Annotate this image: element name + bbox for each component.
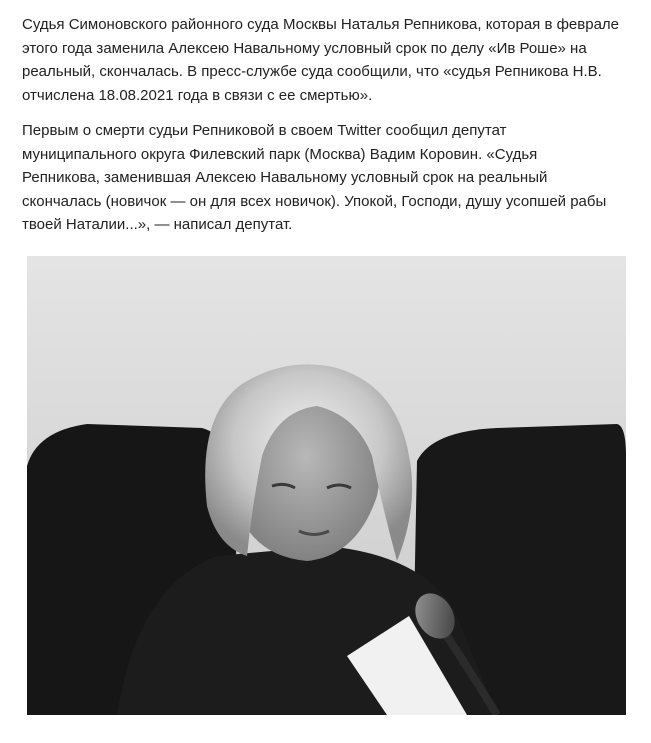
- paragraph-line: реальный, скончалась. В пресс-службе суда сообщили, что «судья Репникова Н.В.: [22, 63, 602, 80]
- photo-illustration: [27, 256, 626, 715]
- article-paragraph-1: [22, 13, 637, 107]
- paragraph-line: Репникова, заменившая Алексею Навальному условный срок на реальный: [22, 169, 548, 186]
- paragraph-line: отчислена 18.08.2021 года в связи с ее смертью».: [22, 86, 373, 104]
- paragraph-line: твоей Наталии...», — написал депутат.: [22, 216, 293, 233]
- paragraph-line: этого года заменила Алексею Навальному условный срок по делу «Ив Роше» на: [22, 39, 587, 57]
- article-paragraph-2: [22, 119, 637, 237]
- courtroom-photo: [27, 256, 626, 715]
- paragraph-line: Первым о смерти судьи Репниковой в своем Twitter сообщил депутат: [22, 122, 507, 139]
- paragraph-line: муниципального округа Филевский парк (Москва) Вадим Коровин. «Судья: [22, 145, 538, 163]
- paragraph-line: Судья Симоновского районного суда Москвы Наталья Репникова, которая в феврале: [22, 16, 620, 33]
- paragraph-line: скончалась (новичок — он для всех новичок). Упокой, Господи, душу усопшей рабы: [22, 192, 607, 210]
